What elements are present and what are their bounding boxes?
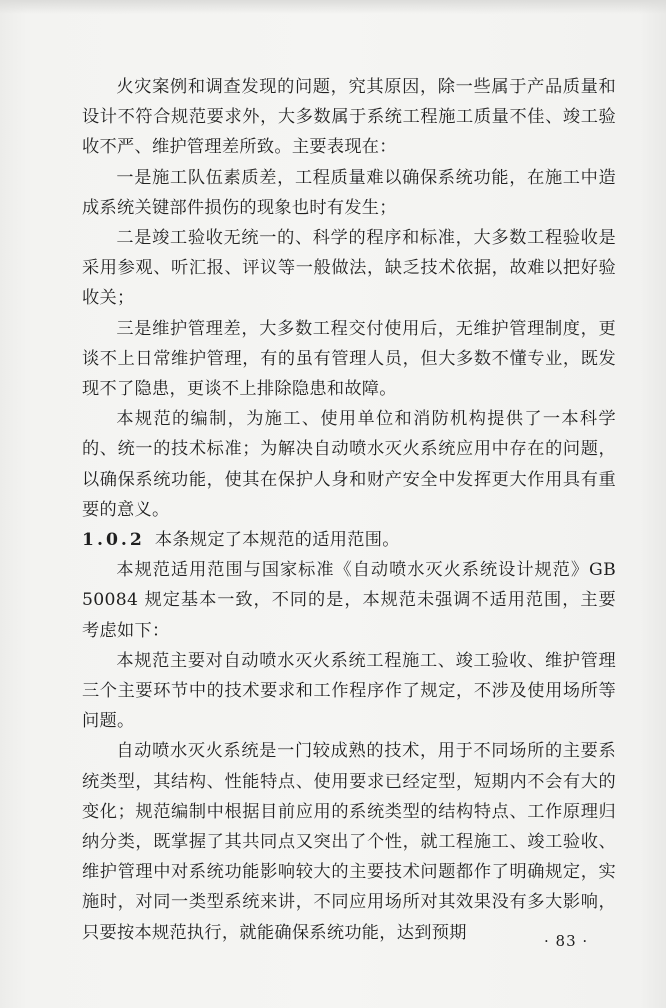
paragraph: 火灾案例和调查发现的问题，究其原因，除一些属于产品质量和设计不符合规范要求外，大多数属于系统工程施工质量不佳、竣工验收不严、维护管理差所致。主要表现在：	[82, 77, 616, 158]
paragraph: 一是施工队伍素质差，工程质量难以确保系统功能，在施工中造成系统关键部件损伤的现象也时有发生；	[82, 167, 616, 218]
paragraph: 二是竣工验收无统一的、科学的程序和标准，大多数工程验收是采用参观、听汇报、评议等一般做法，缺乏技术依据，故难以把好验收关；	[82, 228, 616, 309]
paragraph: 本规范的编制，为施工、使用单位和消防机构提供了一本科学的、统一的技术标准；为解决自动喷水灭火系统应用中存在的问题，以确保系统功能，使其在保护人身和财产安全中发挥更大作用具有重要的意义。	[82, 409, 616, 520]
paragraph: 本规范适用范围与国家标准《自动喷水灭火系统设计规范》GB 50084 规定基本一致，不同的是，本规范未强调不适用范围，主要考虑如下：	[82, 560, 616, 641]
body-text	[82, 72, 616, 948]
section-number: 1.0.2	[82, 530, 145, 551]
paragraph: 三是维护管理差，大多数工程交付使用后，无维护管理制度，更谈不上日常维护管理，有的虽有管理人员，但大多数不懂专业，既发现不了隐患，更谈不上排除隐患和故障。	[82, 318, 616, 400]
scan-shadow	[0, 0, 666, 14]
page-number: · 83 ·	[544, 932, 589, 950]
paragraph: 本规范主要对自动喷水灭火系统工程施工、竣工验收、维护管理三个主要环节中的技术要求和工作程序作了规定，不涉及使用场所等问题。	[82, 650, 616, 732]
section-title: 本条规定了本规范的适用范围。	[154, 530, 400, 551]
paragraph: 自动喷水灭火系统是一门较成熟的技术，用于不同场所的主要系统类型，其结构、性能特点、使用要求已经定型，短期内不会有大的变化；规范编制中根据目前应用的系统类型的结构特点、工作原理归纳分类，既掌握了其共同点又突出了个性，就工程施工、竣工验收、维护管理中对系统功能影响较大的主要技术问题都作了明确规定，实施时，对同一类型系统来讲，不同应用场所对其效果没有多大影响，只要按本规范执行，就能确保系统功能，达到预期	[82, 741, 616, 943]
section-heading	[82, 525, 616, 555]
